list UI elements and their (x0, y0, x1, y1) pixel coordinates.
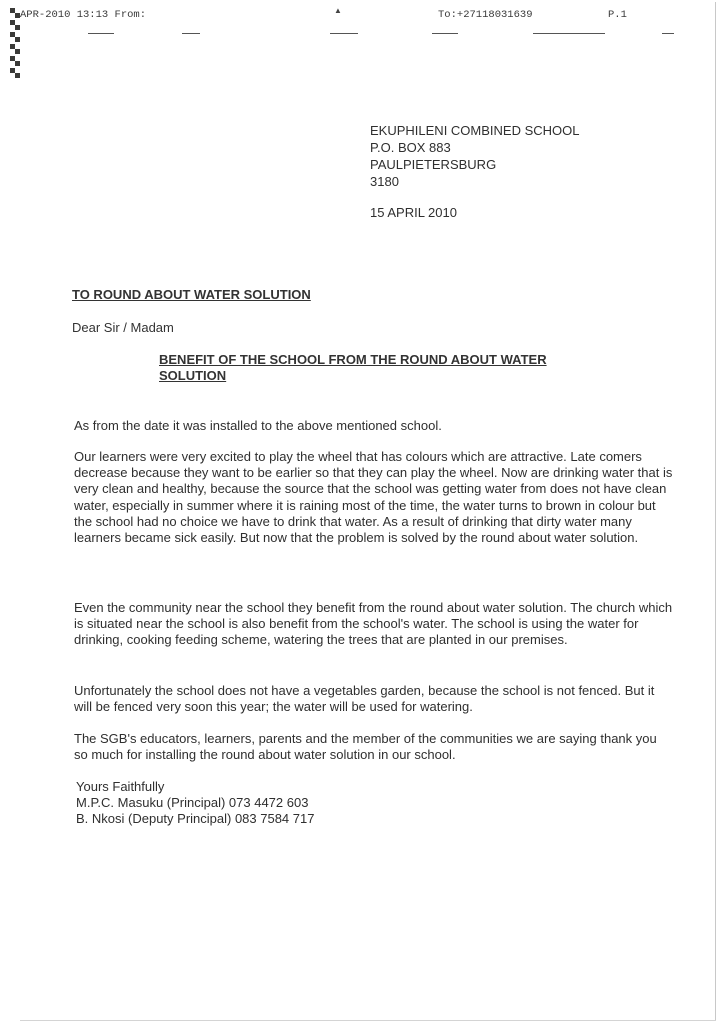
body-paragraph: As from the date it was installed to the above mentioned school. (74, 418, 442, 433)
closing-block (76, 779, 314, 828)
subject-heading: BENEFIT OF THE SCHOOL FROM THE ROUND ABOUT WATER SOLUTION (159, 352, 547, 383)
postal-code: 3180 (370, 174, 399, 189)
school-name: EKUPHILENI COMBINED SCHOOL (370, 123, 580, 138)
recipient-heading: TO ROUND ABOUT WATER SOLUTION (72, 287, 311, 302)
fax-header-to-number: To:+27118031639 (438, 9, 533, 21)
salutation: Dear Sir / Madam (72, 320, 174, 335)
signatory-principal: M.P.C. Masuku (Principal) 073 4472 603 (76, 795, 309, 811)
body-paragraph: Our learners were very excited to play the wheel that has colours which are attractive. Late comers decrease because they want to be earlier so that they can play the wheel. Now are drinking water that is very clean and healthy, because the source that the school was getting water from does not have clean water, especially in summer where it is raining most of the time, the water turns to brown in colour but the school had no choice we have to drink that water. As a result of drinking that dirty water many learners became sick easily. But now that the problem is solved by the round about water solution. (74, 449, 673, 546)
scan-artifact (182, 33, 200, 34)
sign-off: Yours Faithfully (76, 779, 165, 794)
scan-artifact (88, 33, 114, 34)
signatory-deputy-principal: B. Nkosi (Deputy Principal) 083 7584 717 (76, 811, 315, 827)
page-edge-right (715, 2, 716, 1020)
body-paragraph: The SGB's educators, learners, parents and the member of the communities we are saying thank you so much for installing the round about water solution in our school. (74, 731, 657, 763)
scan-artifact (432, 33, 458, 34)
fax-header-page: P.1 (608, 9, 627, 21)
po-box: P.O. BOX 883 (370, 140, 451, 155)
scan-artifact (533, 33, 605, 34)
page-edge-bottom (20, 1020, 716, 1021)
town: PAULPIETERSBURG (370, 157, 497, 172)
fax-triangle-mark-icon: ▲ (334, 6, 342, 15)
body-paragraph: Unfortunately the school does not have a vegetables garden, because the school is not fenced. But it will be fenced very soon this year; the water will be used for watering. (74, 683, 655, 715)
fax-header-timestamp: APR-2010 13:13 From: (20, 9, 147, 21)
body-paragraph: Even the community near the school they benefit from the round about water solution. The church which is situated near the school is also benefit from the school's water. The school is using the water for drinking, cooking feeding scheme, watering the trees that are planted in our premises. (74, 600, 673, 648)
scan-artifact (662, 33, 674, 34)
letter-date: 15 APRIL 2010 (370, 205, 457, 220)
scan-artifact (330, 33, 358, 34)
sender-address (370, 122, 580, 190)
